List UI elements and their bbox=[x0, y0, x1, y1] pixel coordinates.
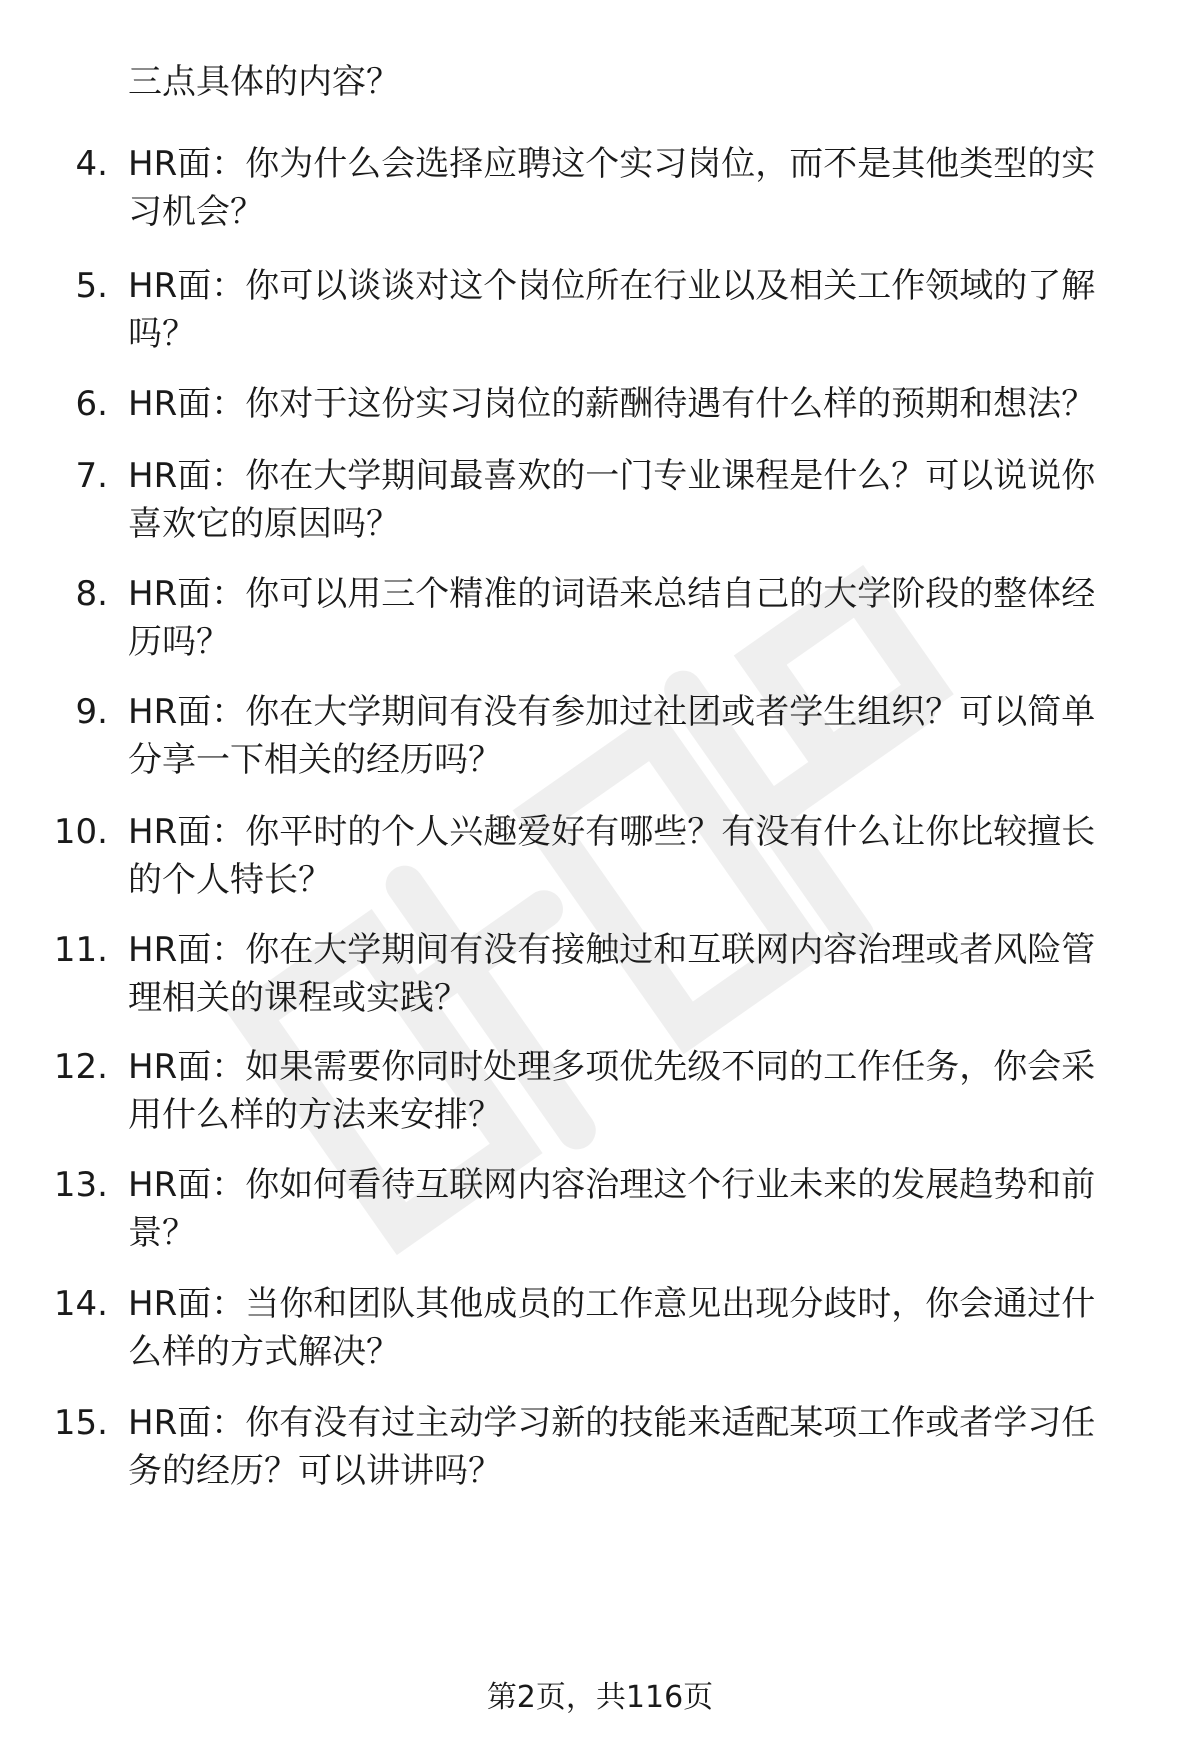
question-text bbox=[128, 1161, 1158, 1257]
question-number: 7. bbox=[75, 456, 108, 496]
question-text bbox=[128, 262, 1158, 358]
question-number: 4. bbox=[75, 144, 108, 184]
question-line: 景？ bbox=[128, 1213, 196, 1253]
question-line: HR面：如果需要你同时处理多项优先级不同的工作任务，你会采 bbox=[128, 1047, 1096, 1087]
question-line: HR面：你可以谈谈对这个岗位所在行业以及相关工作领域的了解 bbox=[128, 266, 1096, 306]
question-line: 么样的方式解决？ bbox=[128, 1332, 400, 1372]
question-line: 用什么样的方法来安排？ bbox=[128, 1095, 502, 1135]
question-number: 6. bbox=[75, 384, 108, 424]
question-number: 5. bbox=[75, 266, 108, 306]
question-line: 习机会？ bbox=[128, 192, 264, 232]
continuation-text: 三点具体的内容？ bbox=[128, 62, 400, 102]
question-number: 11. bbox=[53, 930, 108, 970]
question-number: 13. bbox=[53, 1165, 108, 1205]
question-text bbox=[128, 140, 1158, 236]
question-line: 务的经历？可以讲讲吗？ bbox=[128, 1451, 502, 1491]
question-text bbox=[128, 1280, 1158, 1376]
page-footer: 第2页，共116页 bbox=[486, 1680, 714, 1715]
question-line: HR面：你如何看待互联网内容治理这个行业未来的发展趋势和前 bbox=[128, 1165, 1096, 1205]
question-line: HR面：你可以用三个精准的词语来总结自己的大学阶段的整体经 bbox=[128, 574, 1096, 614]
question-line: HR面：你对于这份实习岗位的薪酬待遇有什么样的预期和想法？ bbox=[128, 384, 1096, 424]
question-number: 12. bbox=[53, 1047, 108, 1087]
question-line: 吗？ bbox=[128, 314, 196, 354]
question-text bbox=[128, 570, 1158, 666]
question-line: HR面：你有没有过主动学习新的技能来适配某项工作或者学习任 bbox=[128, 1403, 1096, 1443]
question-line: 的个人特长？ bbox=[128, 860, 332, 900]
question-line: 历吗？ bbox=[128, 622, 230, 662]
question-line: 理相关的课程或实践？ bbox=[128, 978, 468, 1018]
question-text bbox=[128, 688, 1158, 784]
question-text bbox=[128, 808, 1158, 904]
question-line: HR面：你在大学期间有没有参加过社团或者学生组织？可以简单 bbox=[128, 692, 1096, 732]
question-line: 喜欢它的原因吗？ bbox=[128, 504, 400, 544]
question-line: HR面：你在大学期间有没有接触过和互联网内容治理或者风险管 bbox=[128, 930, 1096, 970]
question-number: 15. bbox=[53, 1403, 108, 1443]
question-text bbox=[128, 1399, 1158, 1495]
question-number: 14. bbox=[53, 1284, 108, 1324]
question-text bbox=[128, 926, 1158, 1022]
question-line: HR面：你在大学期间最喜欢的一门专业课程是什么？可以说说你 bbox=[128, 456, 1096, 496]
question-text bbox=[128, 380, 1158, 428]
question-line: HR面：你为什么会选择应聘这个实习岗位，而不是其他类型的实 bbox=[128, 144, 1096, 184]
question-number: 8. bbox=[75, 574, 108, 614]
question-line: HR面：你平时的个人兴趣爱好有哪些？有没有什么让你比较擅长 bbox=[128, 812, 1096, 852]
question-text bbox=[128, 1043, 1158, 1139]
question-number: 10. bbox=[53, 812, 108, 852]
question-line: HR面：当你和团队其他成员的工作意见出现分歧时，你会通过什 bbox=[128, 1284, 1096, 1324]
question-number: 9. bbox=[75, 692, 108, 732]
question-line: 分享一下相关的经历吗？ bbox=[128, 740, 502, 780]
question-text bbox=[128, 452, 1158, 548]
